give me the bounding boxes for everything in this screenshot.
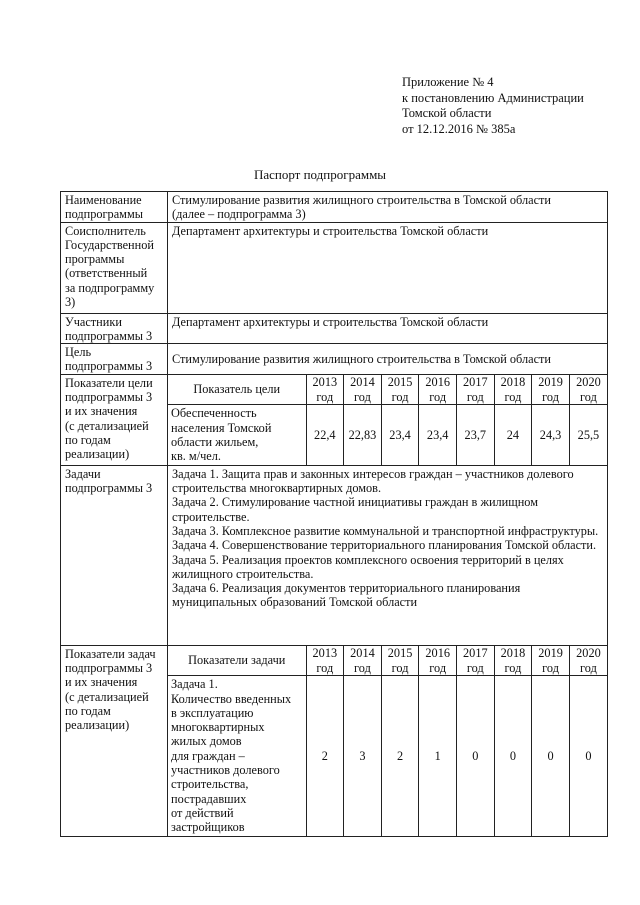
- row-label: Цель подпрограммы 3: [61, 344, 168, 375]
- row-value: Департамент архитектуры и строительства Томской области: [168, 222, 608, 313]
- indicator-value: 0: [569, 676, 607, 836]
- task-item: Задача 6. Реализация документов территориального планирования муниципальных образований Томской области: [172, 581, 521, 610]
- row-label: Участники подпрограммы 3: [61, 313, 168, 344]
- goal-indicator-cell: [168, 374, 608, 465]
- task-item: Задача 1. Защита прав и законных интересов граждан – участников долевого строительства многоквартирных домов.: [172, 466, 574, 496]
- task-item: Задача 2. Стимулирование частной инициативы граждан в жилищном строительстве.: [172, 495, 538, 524]
- indicator-value: 23,4: [419, 405, 457, 465]
- row-goal: [61, 344, 608, 375]
- goal-indicator-values-row: [168, 405, 607, 465]
- year-header: 2014 год: [344, 646, 382, 676]
- indicator-value: 24: [494, 405, 532, 465]
- indicator-value: 23,4: [381, 405, 419, 465]
- task-indicator-table: [168, 646, 607, 836]
- row-task-indicators: [61, 645, 608, 836]
- indicator-value: 24,3: [532, 405, 570, 465]
- indicator-name: Задача 1. Количество введенных в эксплуатацию многоквартирных жилых домов для граждан – участников долевого строительства, пострадавших от действий застройщиков: [168, 676, 306, 836]
- task-indicator-header-row: [168, 646, 607, 676]
- row-label: Наименование подпрограммы: [61, 192, 168, 223]
- row-label: Задачи подпрограммы 3: [61, 465, 168, 645]
- year-header: 2018 год: [494, 646, 532, 676]
- indicator-value: 2: [306, 676, 344, 836]
- year-header: 2013 год: [306, 375, 344, 405]
- indicator-header: Показатели задачи: [168, 646, 306, 676]
- row-value: Стимулирование развития жилищного строительства в Томской области (далее – подпрограмма 3): [168, 192, 608, 223]
- indicator-value: 3: [344, 676, 382, 836]
- row-label: Показатели цели подпрограммы 3 и их значения (с детализацией по годам реализации): [61, 374, 168, 465]
- year-header: 2016 год: [419, 646, 457, 676]
- indicator-value: 0: [532, 676, 570, 836]
- row-participants: [61, 313, 608, 344]
- annex-number: Приложение № 4: [402, 75, 494, 89]
- annex-region: Томской области: [402, 106, 492, 120]
- task-item: Задача 4. Совершенствование территориального планирования Томской области.: [172, 538, 597, 553]
- tasks-list: [168, 465, 608, 645]
- task-indicator-cell: [168, 645, 608, 836]
- annex-decree: к постановлению Администрации: [402, 90, 584, 105]
- year-header: 2020 год: [569, 375, 607, 405]
- indicator-value: 0: [457, 676, 495, 836]
- year-header: 2015 год: [381, 375, 419, 405]
- goal-indicator-table: [168, 375, 607, 465]
- passport-table: [60, 191, 608, 837]
- row-tasks: [61, 465, 608, 645]
- year-header: 2017 год: [457, 375, 495, 405]
- year-header: 2016 год: [419, 375, 457, 405]
- indicator-value: 22,4: [306, 405, 344, 465]
- annex-header: [402, 75, 584, 137]
- indicator-value: 25,5: [569, 405, 607, 465]
- year-header: 2017 год: [457, 646, 495, 676]
- indicator-value: 23,7: [457, 405, 495, 465]
- year-header: 2019 год: [532, 375, 570, 405]
- year-header: 2015 год: [381, 646, 419, 676]
- task-item: Задача 3. Комплексное развитие коммунальной и транспортной инфраструктуры.: [172, 523, 599, 538]
- document-title: Паспорт подпрограммы: [253, 167, 387, 182]
- row-label: Соисполнитель Государственной программы (ответственный за подпрограмму 3): [61, 222, 168, 313]
- indicator-value: 2: [381, 676, 419, 836]
- year-header: 2020 год: [569, 646, 607, 676]
- task-item: Задача 5. Реализация проектов комплексного освоения территорий в целях жилищного строительства.: [172, 552, 564, 581]
- row-goal-indicators: [61, 374, 608, 465]
- row-value: Стимулирование развития жилищного строительства в Томской области: [168, 344, 608, 375]
- row-name: [61, 192, 608, 223]
- year-header: 2018 год: [494, 375, 532, 405]
- indicator-name: Обеспеченность населения Томской области жильем, кв. м/чел.: [168, 405, 306, 465]
- year-header: 2013 год: [306, 646, 344, 676]
- year-header: 2019 год: [532, 646, 570, 676]
- year-header: 2014 год: [344, 375, 382, 405]
- indicator-value: 22,83: [344, 405, 382, 465]
- indicator-value: 1: [419, 676, 457, 836]
- task-indicator-values-row: [168, 676, 607, 836]
- row-coexecutor: [61, 222, 608, 313]
- row-value: Департамент архитектуры и строительства Томской области: [168, 313, 608, 344]
- goal-indicator-header-row: [168, 375, 607, 405]
- indicator-value: 0: [494, 676, 532, 836]
- annex-date: от 12.12.2016 № 385а: [402, 121, 516, 136]
- row-label: Показатели задач подпрограммы 3 и их значения (с детализацией по годам реализации): [61, 645, 168, 836]
- indicator-header: Показатель цели: [168, 375, 306, 405]
